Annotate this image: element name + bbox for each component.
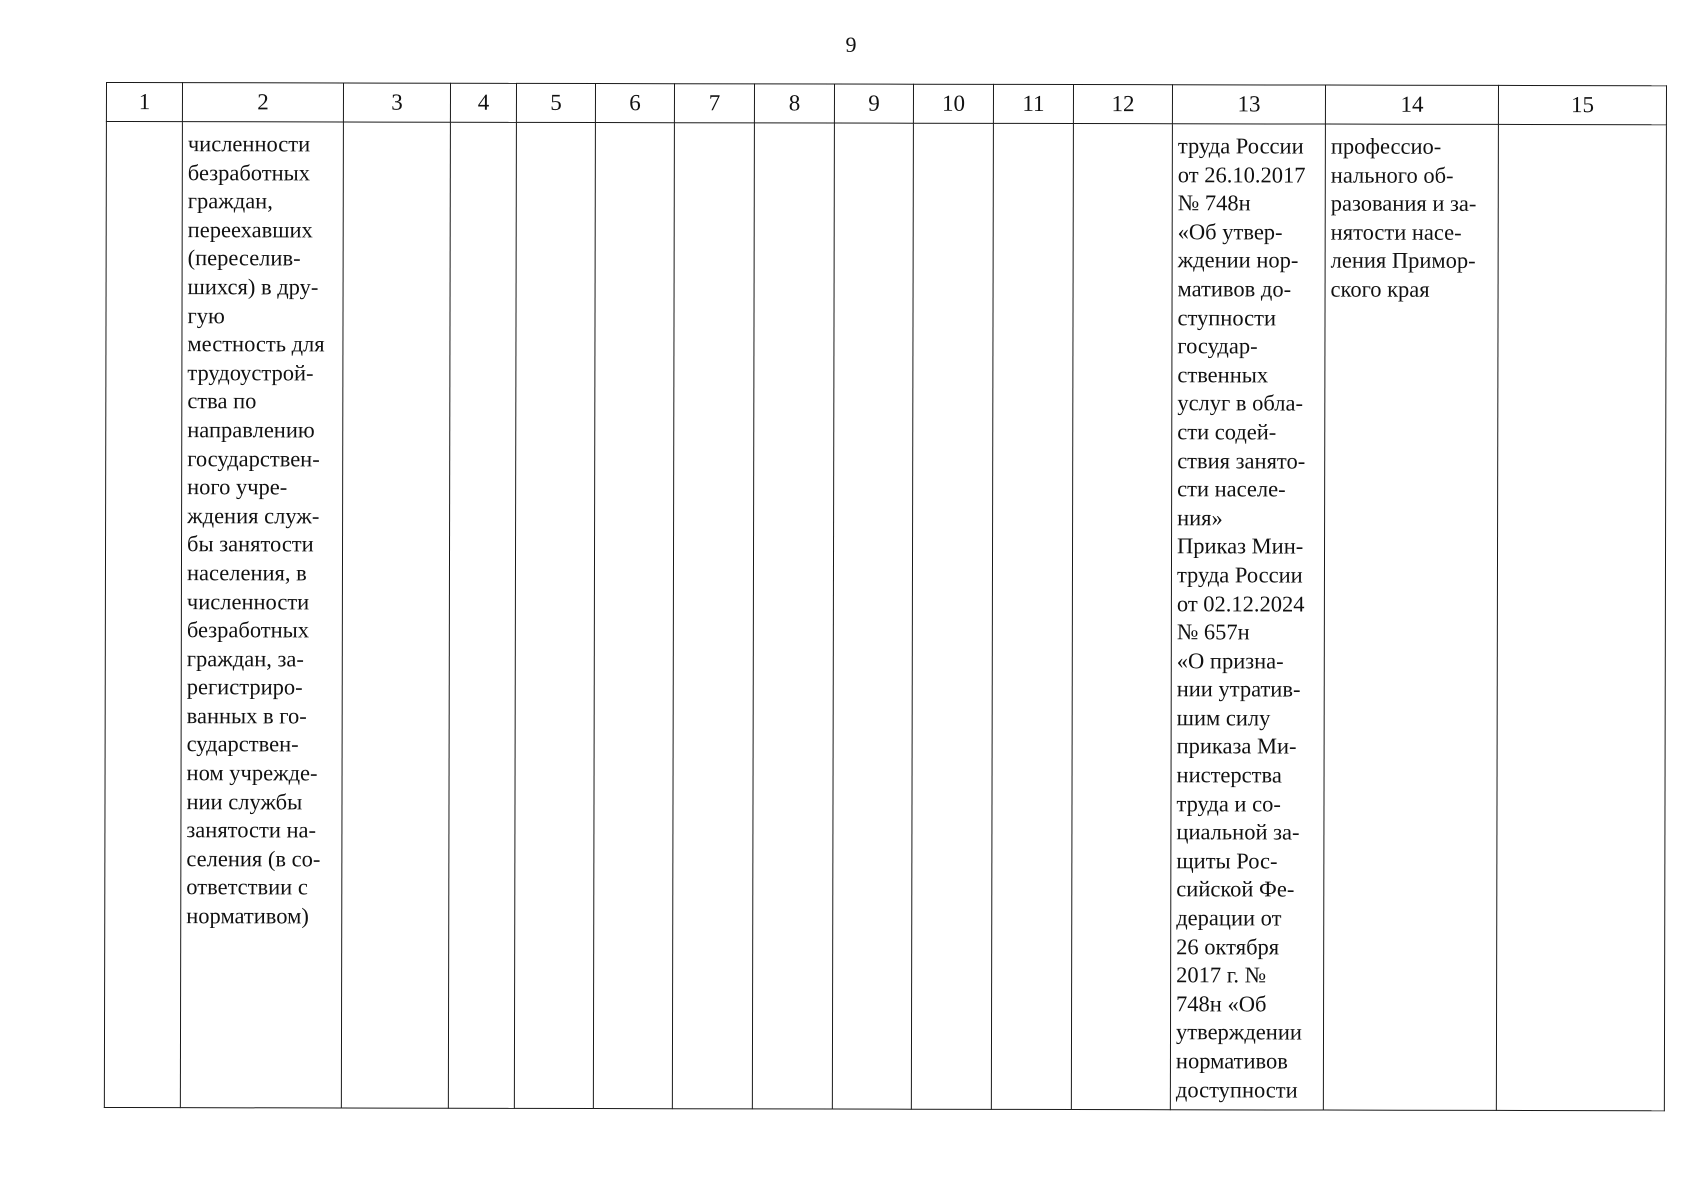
text-line: граждан, xyxy=(187,188,273,214)
cell-col13 xyxy=(1170,124,1325,1110)
cell-col12 xyxy=(1071,124,1172,1110)
column-header: 13 xyxy=(1172,85,1325,124)
text-line: ния» xyxy=(1177,504,1223,531)
text-line: разования и за- xyxy=(1330,190,1477,217)
text-line: ного учре- xyxy=(187,474,288,500)
text-line: бы занятости xyxy=(187,531,314,557)
text-line: ном учрежде- xyxy=(186,760,318,786)
text-line: трудоустрой- xyxy=(187,359,314,386)
text-line: труда России xyxy=(1176,562,1303,588)
column-header: 6 xyxy=(595,84,674,123)
text-line: приказа Ми- xyxy=(1176,733,1297,759)
text-line: доступности xyxy=(1175,1076,1298,1103)
text-line: нистерства xyxy=(1176,762,1282,788)
text-line: занятости на- xyxy=(186,817,317,843)
cell-col3 xyxy=(341,122,450,1108)
text-line: безработных xyxy=(187,159,311,186)
text-line: ответствии с xyxy=(186,874,308,900)
cell-col11 xyxy=(991,123,1073,1109)
text-line: численности xyxy=(186,588,310,614)
text-line: 2017 г. № xyxy=(1176,962,1267,988)
column-header: 2 xyxy=(182,83,343,122)
text-line: мативов до- xyxy=(1177,276,1292,302)
text-line: 748н «Об xyxy=(1176,991,1267,1017)
cell-col9 xyxy=(832,123,913,1109)
document-table xyxy=(104,82,1667,1111)
table-row xyxy=(104,122,1666,1111)
cell-col4 xyxy=(448,122,516,1108)
text-line: ственных xyxy=(1177,361,1269,388)
text-line: профессио- xyxy=(1330,133,1442,159)
text-line: ждения служ- xyxy=(187,502,320,529)
cell-col6 xyxy=(593,123,674,1109)
text-line: безработных xyxy=(186,617,310,643)
text-line: населения, в xyxy=(186,560,307,586)
text-line: «О призна- xyxy=(1176,647,1284,674)
column-header: 8 xyxy=(754,84,834,123)
text-line: щиты Рос- xyxy=(1176,848,1278,874)
text-line: утверждении xyxy=(1175,1019,1302,1045)
text-line: ского края xyxy=(1330,276,1430,302)
text-line: № 748н xyxy=(1177,190,1251,216)
text-line: сти населе- xyxy=(1177,476,1286,502)
cell-col1 xyxy=(104,122,182,1108)
header-row xyxy=(106,83,1666,125)
text-line: сударствен- xyxy=(186,731,299,757)
text-line: нормативом) xyxy=(186,903,309,929)
text-line: нормативов xyxy=(1175,1048,1288,1074)
column-header: 11 xyxy=(993,84,1073,123)
column-header: 5 xyxy=(516,83,595,122)
cell-col10 xyxy=(911,123,993,1109)
column-header: 14 xyxy=(1325,85,1498,124)
text-line: селения (в со- xyxy=(186,846,321,872)
text-line: «Об утвер- xyxy=(1177,219,1283,245)
cell-col5 xyxy=(514,122,595,1108)
text-line: переехавших xyxy=(187,216,313,243)
text-line: граждан, за- xyxy=(186,645,304,672)
text-line: нятости насе- xyxy=(1330,219,1462,245)
text-line: шихся) в дру- xyxy=(187,274,319,300)
text-line: местность для xyxy=(187,331,325,357)
text-line: нального об- xyxy=(1330,162,1454,188)
cell-col14 xyxy=(1323,124,1498,1110)
text-line: нии службы xyxy=(186,788,303,815)
column-header: 15 xyxy=(1498,85,1666,124)
text-line: 26 октября xyxy=(1176,933,1280,960)
text-line: (переселив- xyxy=(187,245,301,271)
text-line: гую xyxy=(187,302,225,328)
column-header: 9 xyxy=(834,84,913,123)
text-line: государ- xyxy=(1177,333,1258,359)
text-line: ства по xyxy=(187,388,257,414)
cell-col8 xyxy=(752,123,834,1109)
text-line: ступности xyxy=(1177,304,1277,331)
text-line: ления Примор- xyxy=(1330,247,1476,274)
column-header: 1 xyxy=(106,83,182,122)
text-line: труда России xyxy=(1177,133,1304,159)
text-line: ствия занято- xyxy=(1177,447,1306,474)
text-line: от 02.12.2024 xyxy=(1176,590,1305,617)
cell-col7 xyxy=(672,123,754,1109)
text-line: от 26.10.2017 xyxy=(1177,161,1306,188)
cell-col2 xyxy=(180,122,343,1108)
column-header: 4 xyxy=(450,83,516,122)
column-header: 7 xyxy=(674,84,754,123)
column-header: 12 xyxy=(1073,85,1172,124)
column-header: 10 xyxy=(913,84,993,123)
text-line: услуг в обла- xyxy=(1177,390,1304,416)
text-line: шим силу xyxy=(1176,705,1271,731)
text-line: Приказ Мин- xyxy=(1177,533,1304,559)
text-line: труда и со- xyxy=(1176,790,1281,817)
text-line: направлению xyxy=(187,417,315,443)
page-number: 9 xyxy=(845,32,857,57)
text-line: государствен- xyxy=(187,445,320,471)
column-header: 3 xyxy=(343,83,450,122)
text-line: циальной за- xyxy=(1176,819,1300,845)
text-line: численности xyxy=(187,131,311,157)
text-line: № 657н xyxy=(1176,619,1250,645)
text-line: ждении нор- xyxy=(1177,247,1299,273)
text-line: регистриро- xyxy=(186,674,303,700)
text-line: ванных в го- xyxy=(186,703,307,729)
cell-col15 xyxy=(1496,124,1666,1110)
text-line: нии утратив- xyxy=(1176,676,1301,702)
text-line: сийской Фе- xyxy=(1176,876,1295,902)
text-line: дерации от xyxy=(1176,905,1282,931)
text-line: сти содей- xyxy=(1177,419,1277,445)
